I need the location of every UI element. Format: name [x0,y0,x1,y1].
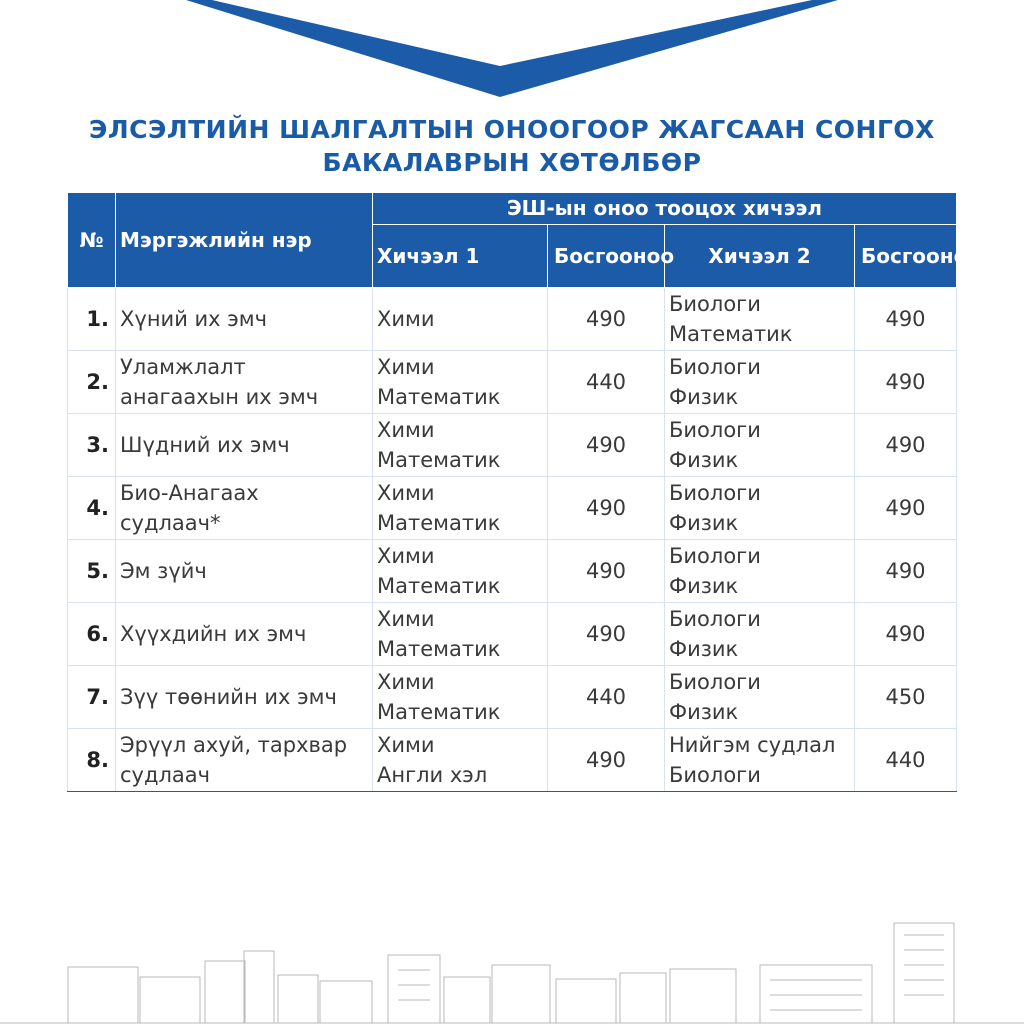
title-line-2: БАКАЛАВРЫН ХӨТӨЛБӨР [322,148,702,177]
table-row [68,414,957,477]
specialty-name: Эрүүл ахуй, тархвар судлаач [116,729,373,792]
min-score1-cell: 440 [548,351,665,414]
subject2-cell: Биологи Физик [665,351,855,414]
table-row [68,288,957,351]
table-row [68,603,957,666]
subject2-cell: Биологи Математик [665,288,855,351]
min-score2-cell: 490 [855,414,957,477]
min-score1-cell: 490 [548,477,665,540]
chevron-banner [0,0,1024,100]
min-score2-cell: 440 [855,729,957,792]
specialty-name: Хүний их эмч [116,288,373,351]
specialty-name: Хүүхдийн их эмч [116,603,373,666]
subject1-cell: Хими [373,288,548,351]
min-score2-cell: 490 [855,603,957,666]
min-score1-cell: 490 [548,288,665,351]
min-score2-cell: 490 [855,351,957,414]
specialty-name: Уламжлалт анагаахын их эмч [116,351,373,414]
table-row [68,477,957,540]
table-row [68,729,957,792]
subject1-cell: Хими Математик [373,666,548,729]
row-number: 6. [68,603,116,666]
min-score2-cell: 490 [855,477,957,540]
specialty-name: Био-Анагаах судлаач* [116,477,373,540]
city-skyline-illustration [0,915,1024,1024]
table-body [68,288,957,792]
specialty-name: Шүдний их эмч [116,414,373,477]
row-number: 5. [68,540,116,603]
min-score1-cell: 490 [548,540,665,603]
row-number: 4. [68,477,116,540]
subject1-cell: Хими Математик [373,414,548,477]
subject2-cell: Биологи Физик [665,666,855,729]
title-line-1: ЭЛСЭЛТИЙН ШАЛГАЛТЫН ОНООГООР ЖАГСААН СОНГОХ [89,115,935,144]
row-number: 7. [68,666,116,729]
header-name: Мэргэжлийн нэр [116,193,373,288]
table-row [68,666,957,729]
subject2-cell: Биологи Физик [665,414,855,477]
subject1-cell: Хими Математик [373,603,548,666]
min-score2-cell: 490 [855,540,957,603]
header-subject2: Хичээл 2 [665,225,855,288]
header-no: № [68,193,116,288]
header-min2: Босгооноо [855,225,957,288]
header-min1: Босгооноо [548,225,665,288]
row-number: 2. [68,351,116,414]
subject1-cell: Хими Математик [373,351,548,414]
table-row [68,540,957,603]
specialty-name: Зүү төөнийн их эмч [116,666,373,729]
min-score1-cell: 490 [548,414,665,477]
subject2-cell: Биологи Физик [665,540,855,603]
table-row [68,351,957,414]
min-score2-cell: 490 [855,288,957,351]
min-score1-cell: 490 [548,729,665,792]
subject2-cell: Биологи Физик [665,603,855,666]
threshold-table [67,192,982,792]
header-subject1: Хичээл 1 [373,225,548,288]
subject2-cell: Биологи Физик [665,477,855,540]
min-score2-cell: 450 [855,666,957,729]
row-number: 3. [68,414,116,477]
header-group: ЭШ-ын оноо тооцох хичээл [373,193,957,225]
min-score1-cell: 440 [548,666,665,729]
page-title [0,113,1024,179]
row-number: 8. [68,729,116,792]
specialty-name: Эм зүйч [116,540,373,603]
subject1-cell: Хими Математик [373,540,548,603]
subject1-cell: Хими Математик [373,477,548,540]
min-score1-cell: 490 [548,603,665,666]
row-number: 1. [68,288,116,351]
subject1-cell: Хими Англи хэл [373,729,548,792]
subject2-cell: Нийгэм судлал Биологи [665,729,855,792]
